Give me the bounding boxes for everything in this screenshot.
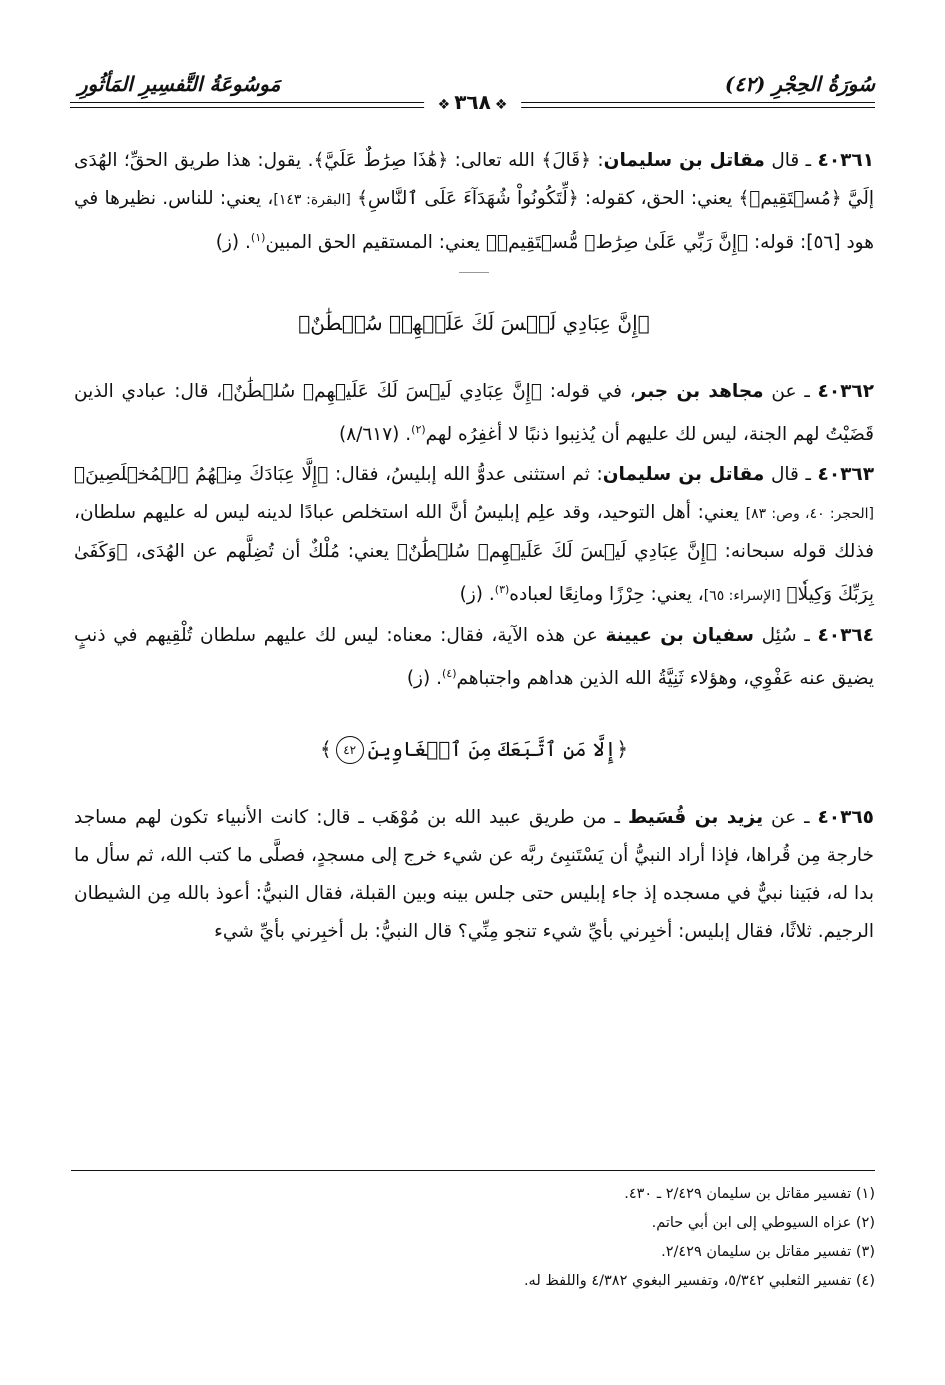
surah-title: سُورَةُ الحِجْرِ (٤٢) bbox=[724, 72, 875, 96]
text-span: : ﴿قَالَ﴾ الله تعالى: ﴿هَٰذَا صِرَٰطٌ عَلَيَّ﴾. يقول: هذا طريق الحقِّ؛ الهُدَى إلَيَّ ﴿مُسۡتَقِيمٞ﴾ يعني: الحق، كقوله: ﴿لِّتَكُونُواْ شُهَدَآءَ عَلَى ٱلنَّاسِ﴾ bbox=[74, 150, 874, 209]
narration-40363 bbox=[74, 456, 874, 615]
narration-40362 bbox=[74, 373, 874, 454]
narration-number: ٤٠٣٦٥ bbox=[817, 806, 874, 828]
ayah-heading bbox=[74, 729, 874, 769]
narrator-name: يزيد بن قُسَيط bbox=[627, 806, 764, 828]
text-span: يعني: أهل التوحيد، وقد علِم إبليسُ أنَّ الله استخلص عبادًا لدينه ليس له عليهم سلطان، فذلك قوله سبحانه: ﴿إِنَّ عِبَادِي لَيۡسَ لَكَ عَلَيۡهِمۡ سُلۡطَٰنٌ﴾ يعني: مُلْكٌ أن تُضِلَّهم عن الهُدَى، ﴿وَكَفَىٰ بِرَبِّكَ وَكِيلٗا﴾ bbox=[74, 502, 874, 606]
page-number-box bbox=[424, 90, 522, 117]
text-span: ـ قال bbox=[764, 150, 818, 171]
text-span: ـ سُئِل bbox=[753, 625, 818, 647]
footnote-ref: (٢) bbox=[411, 423, 426, 437]
footnote: (٣) تفسير مقاتل بن سليمان ٢/٤٢٩. bbox=[661, 1244, 875, 1260]
narrator-name: مقاتل بن سليمان bbox=[603, 150, 765, 171]
text-span: ، في قوله: ﴿إِنَّ عِبَادِي لَيۡسَ لَكَ عَلَيۡهِمۡ سُلۡطَٰنٌ﴾، قال: عبادي الذين قَضَيْتُ لهم الجنة، ليس لك عليهم أن يُذنِبوا ذنبًا لا أغفِرُه لهم bbox=[74, 381, 874, 446]
text-span: ـ قال bbox=[764, 464, 818, 486]
ayah-number-mark: ٤٢ bbox=[336, 736, 364, 764]
ayah-text: ﴿إِلَّا مَنِ ٱتَّبَعَكَ مِنَ ٱلۡغَاوِينَ bbox=[367, 736, 629, 761]
text-span: ، يعني: حِرْزًا ومانِعًا لعباده bbox=[509, 584, 704, 606]
page-number: ٣٦٨ bbox=[454, 90, 491, 114]
narration-number: ٤٠٣٦٣ bbox=[817, 464, 874, 486]
verse-reference: [البقرة: ١٤٣] bbox=[273, 192, 351, 208]
text-span: . (ز) bbox=[215, 232, 251, 254]
narrator-name: سفيان بن عيينة bbox=[605, 625, 754, 647]
ayah-bracket: ﴾ bbox=[319, 736, 332, 761]
narration-number: ٤٠٣٦١ bbox=[817, 150, 875, 171]
footnote: (٤) تفسير الثعلبي ٥/٣٤٢، وتفسير البغوي ٤/٣٨٢ واللفظ له. bbox=[523, 1273, 875, 1289]
text-span: ـ عن bbox=[763, 381, 818, 403]
ornament-icon: ❖ bbox=[437, 97, 451, 113]
page-header bbox=[70, 62, 875, 122]
text-span: عن هذه الآية، فقال: معناه: ليس لك عليهم سلطان تُلْقِيهم في ذنبٍ يضيق عنه عَفْوِي، وهؤلاء ثَنِيَّةُ الله الذين هداهم واجتباهم bbox=[74, 625, 874, 690]
text-span: ـ من طريق عبيد الله بن مُوْهَب ـ قال: كانت الأنبياء تكون لهم مساجد خارجة مِن قُراها، فإذا أراد النبيُّ أن يَسْتَنبِئ ربَّه عن شيء خرج إلى مسجدٍ، فصلَّى ما كتب الله، ثم سأل ما بدا له، فبَينا نبيٌّ في مسجده إذ جاء إبليس حتى جلس بينه وبين القبلة، فقال النبيُّ: أعوذ بالله مِن الشيطان الرجيم. ثلاثًا، فقال إبليس: أخبِرني بأيِّ شيء تنجو مِنِّي؟ قال النبيُّ: بل أخبِرني بأيِّ شيء bbox=[74, 806, 874, 942]
text-span: ـ عن bbox=[763, 806, 818, 828]
narration-number: ٤٠٣٦٢ bbox=[817, 381, 875, 403]
narrator-name: مقاتل بن سليمان bbox=[602, 464, 765, 486]
footnote-ref: (١) bbox=[250, 231, 266, 244]
footnotes bbox=[71, 1180, 875, 1296]
main-text bbox=[74, 142, 874, 953]
ornament-icon: ❖ bbox=[494, 97, 508, 113]
text-span: . (ز) bbox=[459, 584, 495, 606]
narrator-name: مجاهد بن جبر bbox=[635, 381, 764, 403]
text-span: : ثم استثنى عدوُّ الله إبليسُ، فقال: ﴿إِلَّا عِبَادَكَ مِنۡهُمُ ٱلۡمُخۡلَصِينَ﴾ bbox=[74, 464, 603, 486]
footnote: (١) تفسير مقاتل بن سليمان ٢/٤٢٩ ـ ٤٣٠. bbox=[624, 1186, 875, 1202]
footnote: (٢) عزاه السيوطي إلى ابن أبي حاتم. bbox=[651, 1215, 875, 1231]
ayah-heading: ﴿إِنَّ عِبَادِي لَيۡسَ لَكَ عَلَيۡهِمۡ سُلۡطَٰنٌ﴾ bbox=[298, 311, 650, 336]
narration-40361 bbox=[74, 142, 874, 262]
text-span: . (٨/٦١٧) bbox=[338, 424, 412, 446]
footnote-ref: (٤) bbox=[441, 667, 457, 681]
footnote-ref: (٣) bbox=[494, 583, 510, 597]
narration-40364 bbox=[74, 617, 874, 698]
verse-reference: [الإسراء: ٦٥] bbox=[703, 588, 781, 605]
text-span: . (ز) bbox=[406, 668, 442, 690]
narration-number: ٤٠٣٦٤ bbox=[817, 625, 874, 647]
footnote-separator bbox=[71, 1170, 875, 1171]
text-span: ، يعني: للناس. نظيرها في هود [٥٦]: قوله: ﴿إِنَّ رَبِّي عَلَىٰ صِرَٰطٖ مُّسۡتَقِيمٖ﴾ يعني: المستقيم الحق المبين bbox=[74, 188, 874, 254]
verse-reference: [الحجر: ٤٠، وص: ٨٣] bbox=[745, 506, 874, 523]
divider bbox=[459, 272, 489, 273]
book-title: مَوسُوعَةُ التَّفسِيرِ المَأثُورِ bbox=[78, 72, 281, 96]
narration-40365 bbox=[74, 799, 874, 951]
